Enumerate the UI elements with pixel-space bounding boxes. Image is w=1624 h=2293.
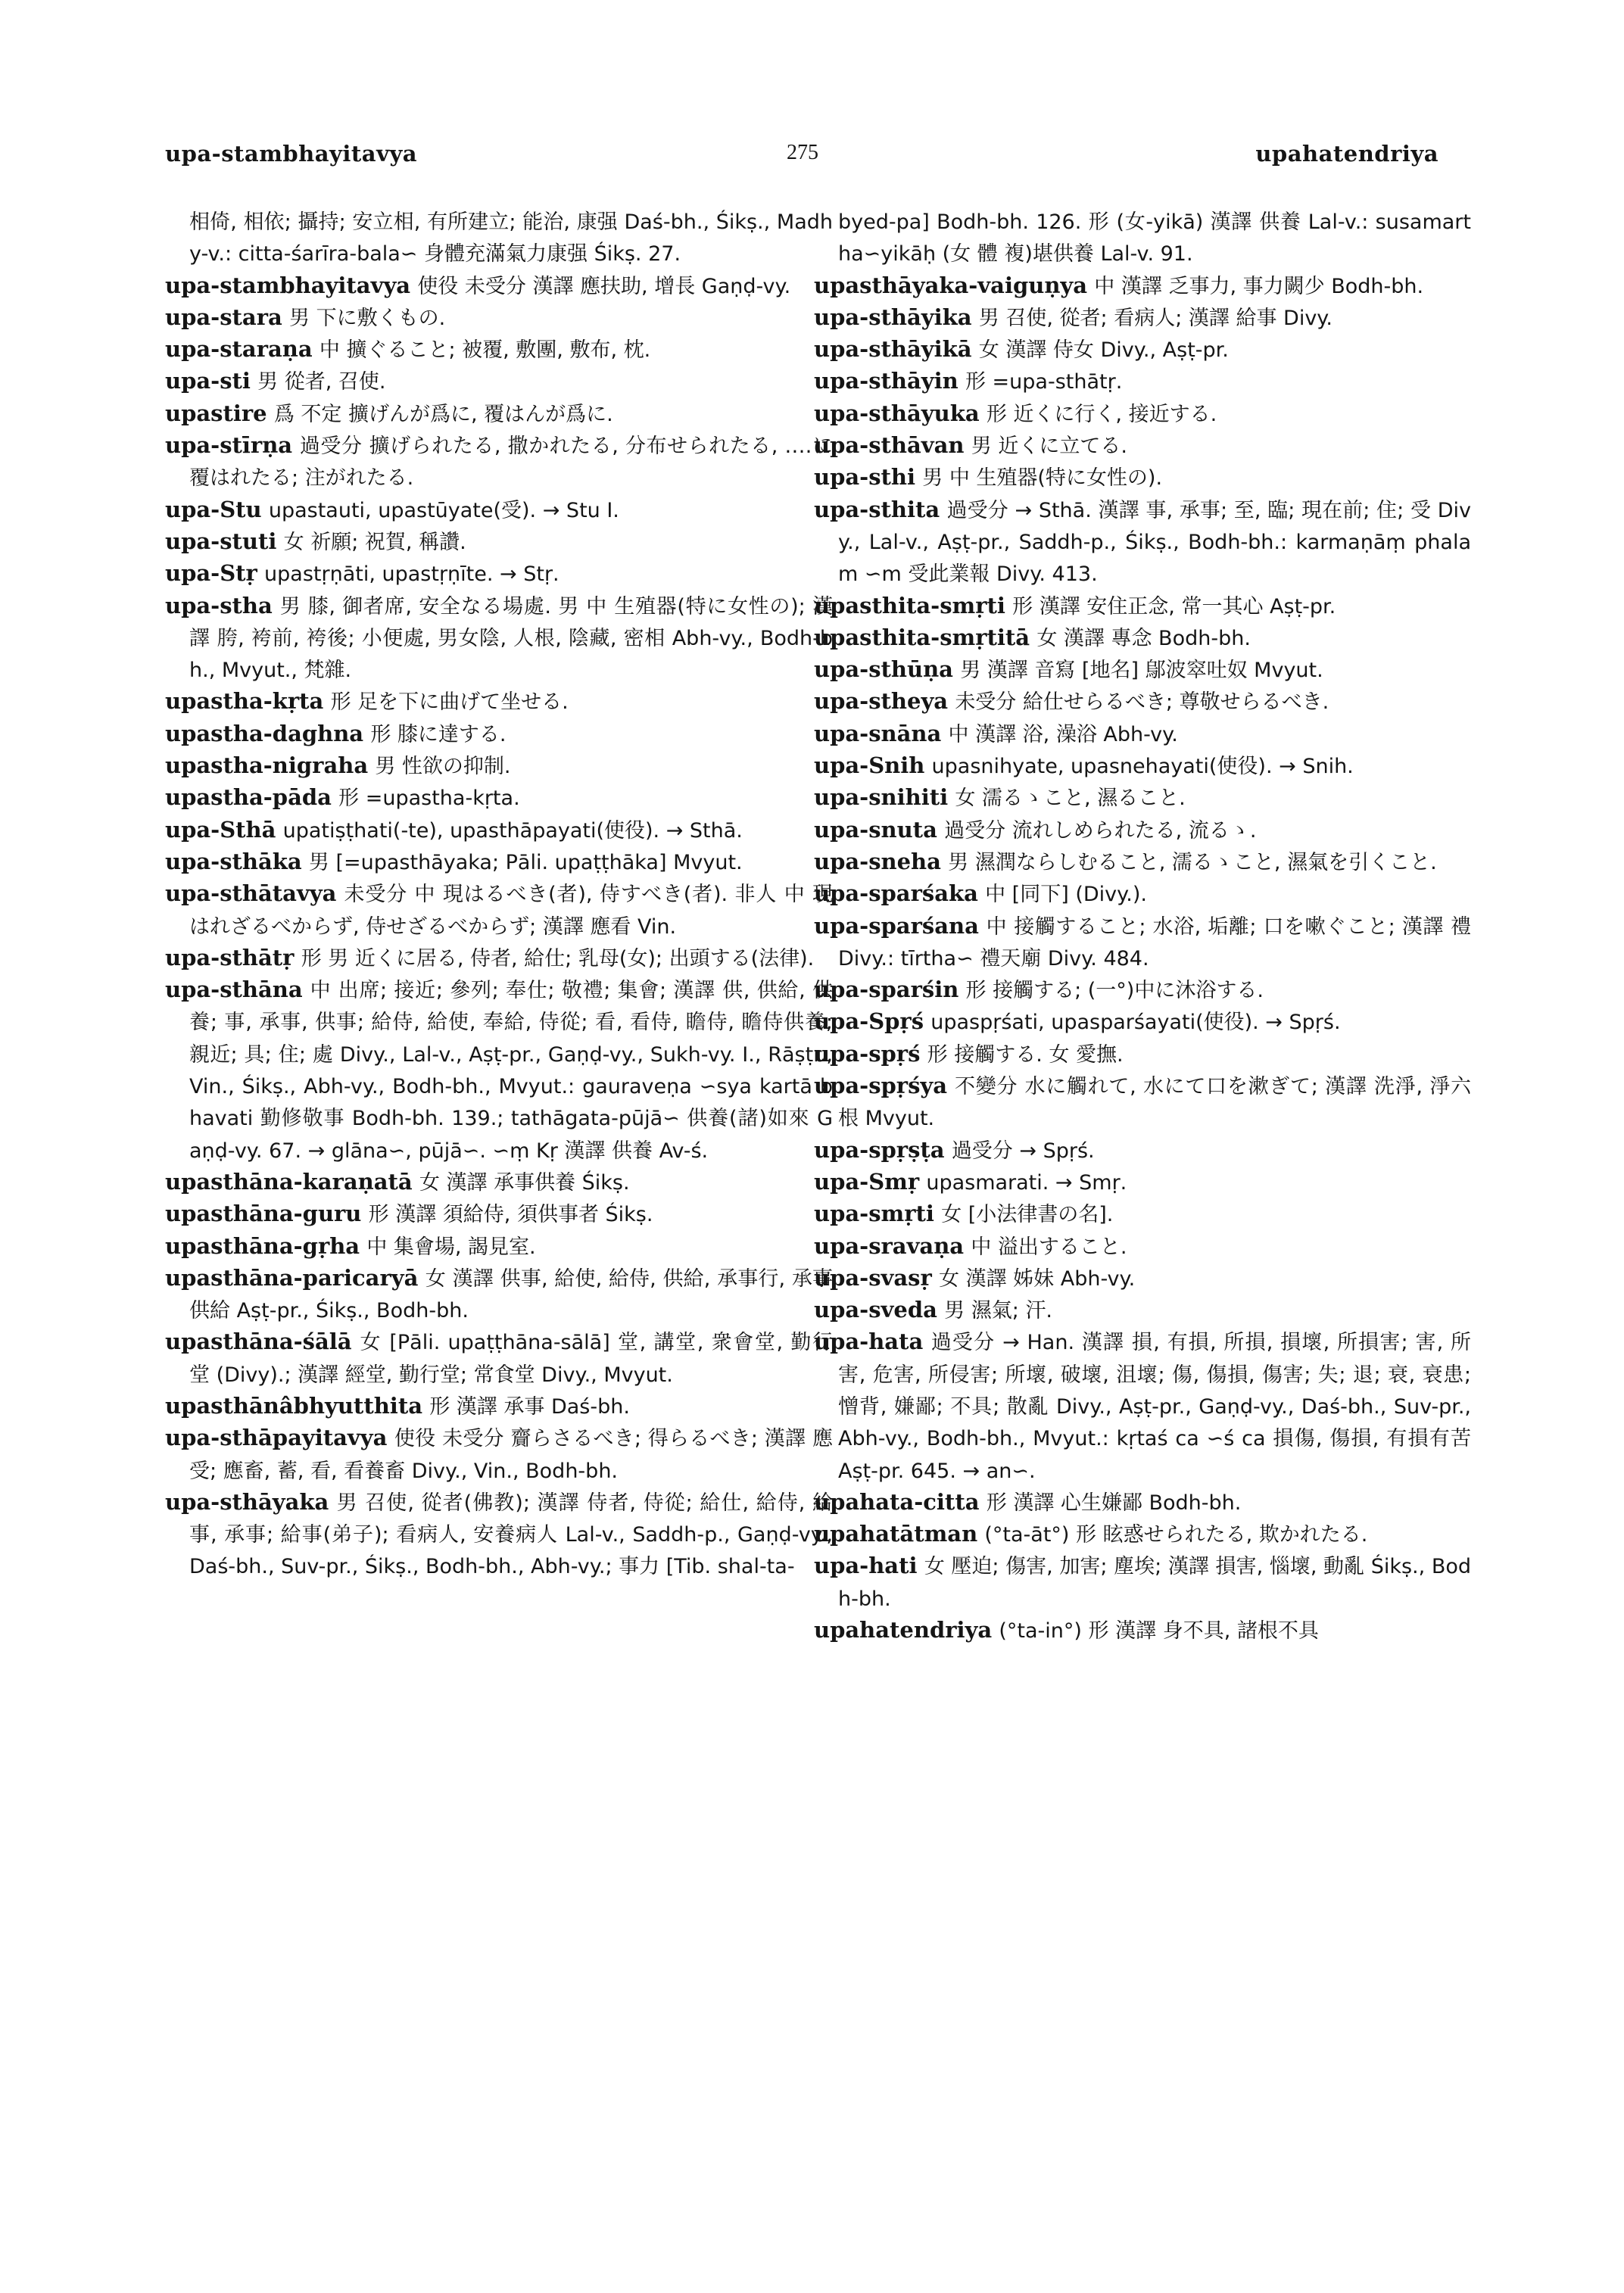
- entry-headword: upa-staraṇa: [165, 336, 313, 363]
- entry-headword: upa-sveda: [814, 1297, 937, 1323]
- entry-headword: upa-stīrṇa: [165, 432, 293, 459]
- entry-headword: upa-Snih: [814, 752, 925, 779]
- entry-definition: 男 濕氣; 汗.: [944, 1299, 1052, 1323]
- entry-headword: upa-sthāyin: [814, 368, 959, 394]
- entry-definition: 未受分 中 現はるべき(者), 侍すべき(者). 非人 中 現はれざるべからず, 侍せざるべからず; 漢譯 應看 Vin.: [189, 883, 833, 939]
- dictionary-entry: [165, 270, 833, 302]
- dictionary-entry: [814, 686, 1471, 718]
- entry-headword: upa-sparśin: [814, 977, 959, 1003]
- entry-definition: 中 擴ぐること; 被覆, 敷團, 敷布, 枕.: [319, 338, 651, 363]
- dictionary-entry: [165, 686, 833, 718]
- dictionary-entry: [814, 334, 1471, 366]
- entry-definition: upastṛṇāti, upastṛṇīte. → Stṛ.: [264, 562, 560, 587]
- entry-definition: 未受分 給仕せらるべき; 尊敬せらるべき.: [955, 690, 1329, 715]
- entry-definition: 女 壓迫; 傷害, 加害; 塵埃; 漢譯 損害, 惱壞, 動亂 Śikṣ., Bodh-bh.: [838, 1555, 1471, 1611]
- entry-headword: upahatendriya: [814, 1617, 993, 1643]
- entry-definition: 形 近くに行く, 接近する.: [986, 402, 1217, 426]
- entry-definition: 相倚, 相依; 攝持; 安立相, 有所建立; 能治, 康强 Daś-bh., Śikṣ., Madhy-v.: citta-śarīra-bala∽ 身體充滿氣力康强 Śikṣ. 27.: [189, 210, 833, 266]
- dictionary-entry: [814, 1519, 1471, 1550]
- entry-definition: 女 濡るゝこと, 濕ること.: [955, 787, 1186, 811]
- dictionary-entry: [814, 1487, 1471, 1519]
- dictionary-entry: [814, 718, 1471, 750]
- entry-headword: upahatātman: [814, 1521, 978, 1547]
- entry-headword: upastha-kṛta: [165, 688, 324, 715]
- entry-definition: 中 接觸すること; 水浴, 垢離; 口を嗽ぐこと; 漢譯 禮 Divy.: tīrtha∽ 禮天廟 Divy. 484.: [838, 914, 1472, 970]
- entry-definition: 中 溢出すること.: [971, 1235, 1127, 1259]
- entry-headword: upasthāna-paricaryā: [165, 1264, 419, 1291]
- entry-headword: upa-snāna: [814, 720, 942, 746]
- entry-definition: byed-pa] Bodh-bh. 126. 形 (女-yikā) 漢譯 供養 Lal-v.: susamartha∽yikāḥ (女 體 複)堪供養 Lal-v. 91.: [838, 210, 1471, 266]
- entry-definition: 形 男 近くに居る, 侍者, 給仕; 乳母(女); 出頭する(法律).: [301, 946, 815, 970]
- entry-definition: 女 漢譯 專念 Bodh-bh.: [1036, 626, 1251, 650]
- entry-definition: 過受分 → Han. 漢譯 損, 有損, 所損, 損壞, 所損害; 害, 所害, 危害, 所侵害; 所壞, 破壞, 沮壞; 傷, 傷損, 傷害; 失; 退; 衰, 衰患; 憎背, 嫌鄙; 不具; 散亂 Divy., Aṣṭ-pr., Gaṇḍ-vy., Daś-bh., Suv-pr., Abh-vy., Bodh-bh., Mvyut.: kṛtaś ca ∽ś ca 損傷, 傷損, 有損有苦 Aṣṭ-pr. 645. → an∽.: [838, 1331, 1472, 1483]
- dictionary-entry: [814, 270, 1471, 302]
- dictionary-entry: [165, 1487, 833, 1583]
- entry-definition: upasnihyate, upasnehayati(使役). → Snih.: [931, 755, 1354, 779]
- entry-definition: 中 漢譯 乏事力, 事力闕少 Bodh-bh.: [1094, 274, 1424, 298]
- entry-definition: 女 漢譯 侍女 Divy., Aṣṭ-pr.: [978, 338, 1229, 363]
- dictionary-entry: [814, 1198, 1471, 1230]
- entry-definition: 男 性欲の抑制.: [375, 755, 511, 779]
- dictionary-entry: [814, 366, 1471, 397]
- entry-definition: 不變分 水に觸れて, 水にて口を漱ぎて; 漢譯 洗淨, 淨六根 Mvyut.: [838, 1075, 1471, 1131]
- dictionary-entry: [814, 1070, 1471, 1135]
- dictionary-entry: [814, 206, 1471, 270]
- entry-headword: upastha-nigraha: [165, 752, 369, 779]
- right-column: [814, 206, 1471, 1647]
- entry-headword: upa-Sthā: [165, 816, 276, 843]
- dictionary-entry: [165, 206, 833, 270]
- entry-headword: upa-sthāyaka: [165, 1488, 329, 1515]
- dictionary-entry: [165, 1263, 833, 1327]
- entry-definition: 過受分 擴げられたる, 撒かれたる, 分布せられたる, ‥‥に覆はれたる; 注がれたる.: [189, 435, 834, 491]
- dictionary-entry: [814, 974, 1471, 1006]
- entry-definition: 男 漢譯 音寫 [地名] 鄔波窣吐奴 Mvyut.: [960, 659, 1323, 683]
- entry-definition: 形 漢譯 承事 Daś-bh.: [429, 1394, 630, 1419]
- dictionary-entry: [165, 590, 833, 687]
- entry-definition: 男 濕潤ならしむること, 濡るゝこと, 濕氣を引くこと.: [948, 850, 1437, 874]
- entry-headword: upa-sthātavya: [165, 880, 337, 907]
- entry-definition: 中 集會場, 謁見室.: [366, 1235, 536, 1259]
- entry-headword: upasthāna-guru: [165, 1201, 362, 1227]
- entry-headword: upa-sthāvan: [814, 432, 965, 459]
- entry-headword: upasthāna-karaṇatā: [165, 1168, 413, 1195]
- entry-definition: (°ta-āt°) 形 眩惑せられたる, 欺かれたる.: [984, 1523, 1368, 1547]
- entry-definition: 過受分 → Spṛś.: [951, 1139, 1095, 1163]
- entry-headword: upa-sthāyuka: [814, 400, 980, 426]
- dictionary-entry: [814, 911, 1471, 975]
- entry-definition: 男 下に敷くもの.: [289, 306, 446, 330]
- dictionary-entry: [165, 1167, 833, 1198]
- dictionary-entry: [165, 782, 833, 814]
- entry-definition: 形 接觸する; (一°)中に沐浴する.: [965, 979, 1264, 1003]
- dictionary-entry: [814, 782, 1471, 814]
- entry-headword: upasthita-smṛtitā: [814, 624, 1030, 650]
- dictionary-entry: [814, 846, 1471, 878]
- entry-headword: upa-sti: [165, 368, 251, 394]
- entry-headword: upa-hata: [814, 1329, 924, 1355]
- entry-definition: 中 漢譯 浴, 澡浴 Abh-vy.: [948, 722, 1178, 746]
- dictionary-entry: [165, 942, 833, 974]
- entry-headword: upa-sthāyikā: [814, 336, 972, 363]
- dictionary-entry: [165, 366, 833, 397]
- entry-headword: upa-spṛś: [814, 1040, 921, 1067]
- dictionary-entry: [814, 1039, 1471, 1070]
- entry-definition: 男 [=upasthāyaka; Pāli. upaṭṭhāka] Mvyut.: [308, 850, 743, 874]
- running-head-right: upahatendriya: [1255, 141, 1439, 167]
- left-column: [165, 206, 833, 1583]
- entry-definition: 形 =upa-sthātṛ.: [965, 370, 1123, 394]
- entry-headword: upa-stambhayitavya: [165, 272, 411, 298]
- dictionary-entry: [814, 1550, 1471, 1615]
- running-head-left: upa-stambhayitavya: [165, 141, 418, 167]
- dictionary-entry: [165, 815, 833, 846]
- dictionary-entry: [814, 494, 1471, 590]
- entry-definition: upaspṛśati, upasparśayati(使役). → Spṛś.: [930, 1011, 1341, 1035]
- entry-definition: 形 接觸する. 女 愛撫.: [927, 1042, 1124, 1067]
- dictionary-entry: [814, 1135, 1471, 1167]
- entry-definition: 形 膝に達する.: [370, 722, 507, 746]
- entry-definition: 過受分 流れしめられたる, 流るゝ.: [944, 818, 1257, 843]
- entry-headword: upa-spṛṣṭa: [814, 1136, 945, 1163]
- page-number: 275: [787, 141, 818, 164]
- dictionary-entry: [165, 430, 833, 494]
- entry-definition: 男 近くに立てる.: [971, 435, 1127, 459]
- dictionary-entry: [814, 1006, 1471, 1038]
- entry-headword: upa-sthi: [814, 464, 916, 491]
- entry-headword: upa-svasṛ: [814, 1264, 932, 1291]
- entry-headword: upa-stheya: [814, 688, 949, 715]
- entry-headword: upa-spṛśya: [814, 1073, 948, 1099]
- entry-headword: upa-sthāyika: [814, 304, 972, 330]
- dictionary-entry: [165, 526, 833, 558]
- dictionary-entry: [814, 1615, 1471, 1647]
- entry-definition: 男 召使, 從者(佛教); 漢譯 侍者, 侍從; 給仕, 給侍, 給事, 承事; 給事(弟子); 看病人, 安養病人 Lal-v., Saddh-p., Gaṇḍ-vy., Daś-bh., Suv-pr., Śikṣ., Bodh-bh., Abh-vy.; 事力 [Tib. shal-ta-: [189, 1491, 833, 1579]
- entry-definition: 形 漢譯 心生嫌鄙 Bodh-bh.: [986, 1491, 1242, 1515]
- entry-headword: upa-sthātṛ: [165, 944, 295, 970]
- entry-definition: 男 召使, 從者; 看病人; 漢譯 給事 Divy.: [978, 306, 1333, 330]
- dictionary-entry: [165, 398, 833, 430]
- dictionary-entry: [165, 1231, 833, 1263]
- dictionary-entry: [165, 750, 833, 782]
- dictionary-entry: [165, 334, 833, 366]
- entry-headword: upahata-citta: [814, 1488, 980, 1515]
- dictionary-entry: [165, 494, 833, 526]
- entry-definition: 女 漢譯 承事供養 Śikṣ.: [419, 1170, 630, 1195]
- entry-definition: (°ta-in°) 形 漢譯 身不具, 諸根不具: [999, 1619, 1319, 1643]
- dictionary-entry: [814, 878, 1471, 910]
- entry-headword: upa-Smṛ: [814, 1168, 920, 1195]
- entry-headword: upa-Stṛ: [165, 560, 257, 587]
- entry-headword: upasthāyaka-vaiguṇya: [814, 272, 1088, 298]
- dictionary-entry: [814, 302, 1471, 334]
- entry-definition: 男 中 生殖器(特に女性の).: [922, 466, 1163, 491]
- dictionary-entry: [814, 1231, 1471, 1263]
- entry-headword: upa-hati: [814, 1553, 918, 1579]
- entry-definition: 女 祈願; 祝賀, 稱讚.: [283, 530, 466, 554]
- dictionary-entry: [165, 878, 833, 942]
- entry-headword: upa-sthāka: [165, 848, 302, 874]
- entry-headword: upa-snihiti: [814, 784, 949, 811]
- entry-definition: 形 =upastha-kṛta.: [338, 787, 520, 811]
- entry-headword: upastha-pāda: [165, 784, 332, 811]
- dictionary-entry: [165, 718, 833, 750]
- entry-headword: upa-smṛti: [814, 1201, 934, 1227]
- entry-definition: 男 從者, 召使.: [257, 370, 386, 394]
- dictionary-entry: [814, 750, 1471, 782]
- entry-definition: 過受分 → Sthā. 漢譯 事, 承事; 至, 臨; 現在前; 住; 受 Divy., Lal-v., Aṣṭ-pr., Saddh-p., Śikṣ., Bodh-bh.: karmaṇāṃ phalam ∽m 受此業報 Divy. 413.: [838, 498, 1471, 587]
- entry-headword: upa-stha: [165, 592, 273, 618]
- entry-definition: 中 [同下] (Divy.).: [985, 883, 1147, 907]
- entry-headword: upasthānâbhyutthita: [165, 1392, 422, 1419]
- dictionary-entry: [814, 1167, 1471, 1198]
- entry-definition: 女 [Pāli. upaṭṭhāna-sālā] 堂, 講堂, 衆會堂, 勤行堂 (Divy).; 漢譯 經堂, 勤行堂; 常食堂 Divy., Mvyut.: [189, 1331, 833, 1387]
- entry-definition: upatiṣṭhati(-te), upasthāpayati(使役). → Sthā.: [282, 818, 743, 843]
- entry-definition: 使役 未受分 齎らさるべき; 得らるべき; 漢譯 應受; 應畜, 蓄, 看, 看養畜 Divy., Vin., Bodh-bh.: [189, 1427, 834, 1483]
- dictionary-entry: [814, 622, 1471, 654]
- entry-definition: 形 足を下に曲げて坐せる.: [330, 690, 569, 715]
- entry-headword: upa-sthūṇa: [814, 656, 953, 683]
- entry-definition: 女 [小法律書の名].: [941, 1203, 1114, 1227]
- dictionary-entry: [814, 1263, 1471, 1294]
- dictionary-entry: [814, 590, 1471, 622]
- entry-headword: upa-stuti: [165, 528, 277, 554]
- entry-headword: upastire: [165, 400, 267, 426]
- dictionary-entry: [165, 846, 833, 878]
- entry-headword: upastha-daghna: [165, 720, 364, 746]
- entry-headword: upa-sparśaka: [814, 880, 978, 907]
- dictionary-entry: [814, 654, 1471, 686]
- dictionary-entry: [165, 558, 833, 590]
- entry-headword: upa-Stu: [165, 496, 262, 522]
- entry-definition: 使役 未受分 漢譯 應扶助, 增長 Gaṇḍ-vy.: [417, 274, 791, 298]
- entry-headword: upasthāna-śālā: [165, 1329, 352, 1355]
- entry-definition: 中 出席; 接近; 參列; 奉仕; 敬禮; 集會; 漢譯 供, 供給, 供養; 事, 承事, 供事; 給侍, 給使, 奉給, 侍從; 看, 看侍, 瞻侍, 瞻侍供養; 親近; 具; 住; 處 Divy., Lal-v., Aṣṭ-pr., Gaṇḍ-vy., Sukh-vy. I., Rāṣṭr., Vin., Śikṣ., Abh-vy., Bodh-bh., Mvyut.: gauraveṇa ∽sya kartā bhavati 勤修敬事 Bodh-bh. 139.; tathāgata-pūjā∽ 供養(諸)如來 Gaṇḍ-vy. 67. → glāna∽, pūjā∽. ∽ṃ Kṛ 漢譯 供養 Av-ś.: [189, 979, 834, 1163]
- dictionary-entry: [165, 1391, 833, 1422]
- entry-headword: upa-stara: [165, 304, 282, 330]
- entry-definition: 形 漢譯 須給侍, 須供事者 Śikṣ.: [368, 1203, 653, 1227]
- entry-definition: 女 漢譯 供事, 給使, 給侍, 供給, 承事行, 承事供給 Aṣṭ-pr., Śikṣ., Bodh-bh.: [189, 1266, 833, 1323]
- entry-headword: upasthāna-gṛha: [165, 1232, 360, 1259]
- dictionary-entry: [165, 302, 833, 334]
- entry-definition: 男 膝, 御者席, 安全なる場處. 男 中 生殖器(特に女性の); 漢譯 胯, 袴前, 袴後; 小便處, 男女陰, 人根, 陰藏, 密相 Abh-vy., Bodh-bh., Mvyut., 梵雜.: [189, 594, 833, 683]
- entry-headword: upa-sravaṇa: [814, 1232, 965, 1259]
- dictionary-entry: [814, 430, 1471, 462]
- entry-headword: upa-Spṛś: [814, 1008, 924, 1035]
- dictionary-entry: [814, 1326, 1471, 1486]
- dictionary-entry: [814, 815, 1471, 846]
- entry-definition: 女 漢譯 姊妹 Abh-vy.: [938, 1266, 1136, 1291]
- entry-headword: upa-snuta: [814, 816, 937, 843]
- entry-headword: upa-sthāpayitavya: [165, 1425, 388, 1451]
- entry-definition: upasmarati. → Smṛ.: [926, 1170, 1127, 1195]
- entry-headword: upa-sthāna: [165, 977, 303, 1003]
- dictionary-entry: [814, 1294, 1471, 1326]
- entry-headword: upa-sthita: [814, 496, 940, 522]
- dictionary-entry: [165, 974, 833, 1167]
- entry-headword: upa-sneha: [814, 848, 941, 874]
- dictionary-entry: [165, 1326, 833, 1391]
- dictionary-entry: [814, 462, 1471, 494]
- entry-headword: upa-sparśana: [814, 912, 979, 939]
- dictionary-entry: [165, 1422, 833, 1487]
- entry-definition: 形 漢譯 安住正念, 常一其心 Aṣṭ-pr.: [1012, 594, 1336, 618]
- dictionary-entry: [165, 1198, 833, 1230]
- dictionary-entry: [814, 398, 1471, 430]
- entry-headword: upasthita-smṛti: [814, 592, 1005, 618]
- entry-definition: upastauti, upastūyate(受). → Stu I.: [268, 498, 619, 522]
- entry-definition: 爲 不定 擴げんが爲に, 覆はんが爲に.: [273, 402, 613, 426]
